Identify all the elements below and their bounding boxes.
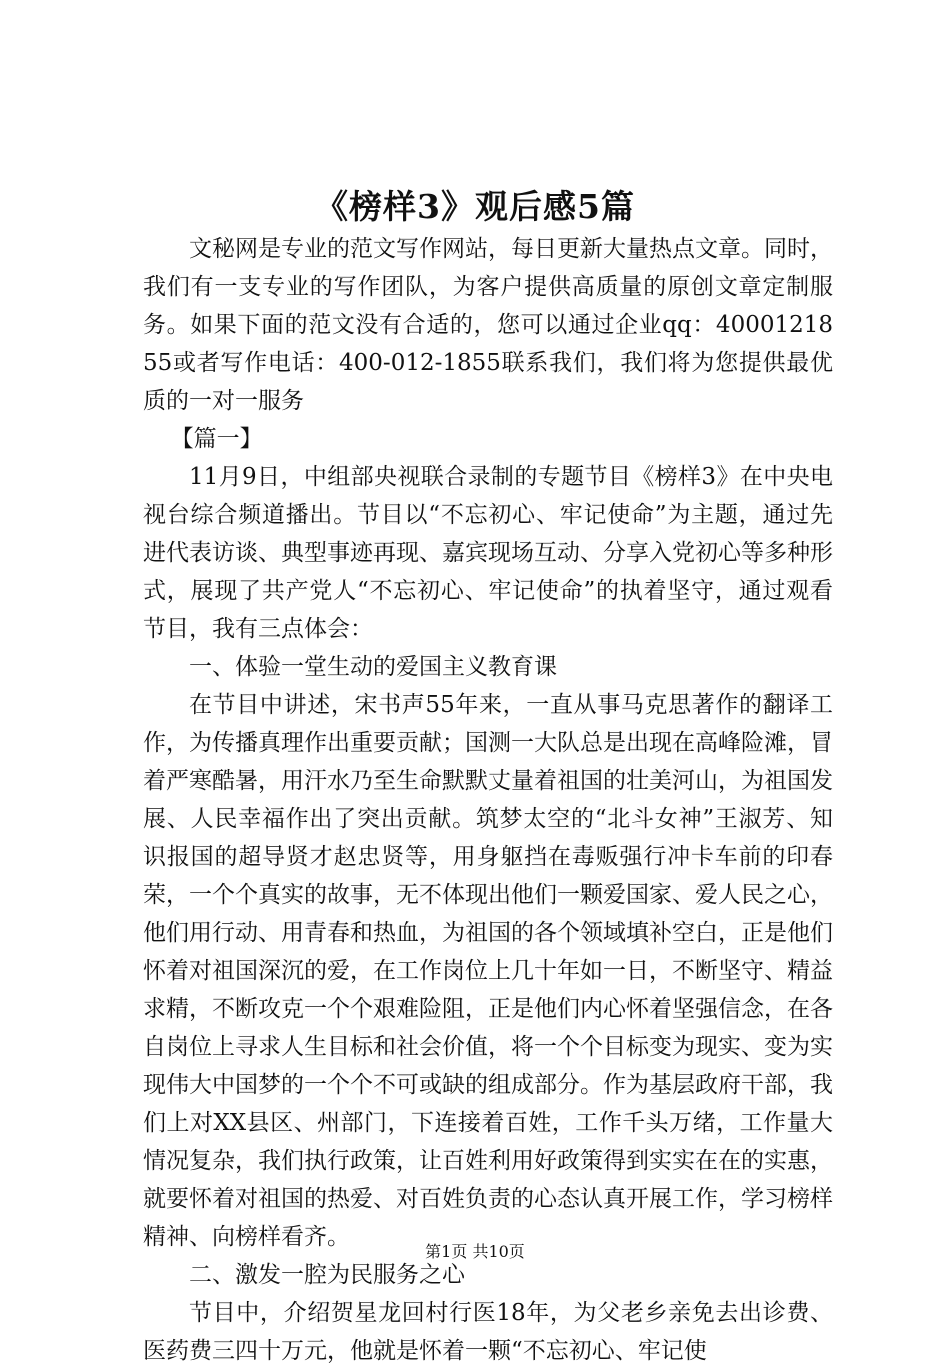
body-paragraph: 节目中，介绍贺星龙回村行医18年，为父老乡亲免去出诊费、医药费三四十万元，他就是怀着一颗“不忘初心、牢记使 [143, 1300, 833, 1364]
document-body [143, 230, 833, 1370]
body-paragraph: 在节目中讲述，宋书声55年来，一直从事马克思著作的翻译工作，为传播真理作出重要贡献；国测一大队总是出现在高峰险滩，冒着严寒酷暑，用汗水乃至生命默默丈量着祖国的壮美河山，为祖国发展、人民幸福作出了突出贡献。筑梦太空的“北斗女神”王淑芳、知识报国的超导贤才赵忠贤等，用身躯挡在毒贩强行冲卡车前的印春荣，一个个真实的故事，无不体现出他们一颗爱国家、爱人民之心，他们用行动、用青春和热血，为祖国的各个领域填补空白，正是他们怀着对祖国深沉的爱，在工作岗位上几十年如一日，不断坚守、精益求精，不断攻克一个个艰难险阻，正是他们内心怀着坚强信念，在各自岗位上寻求人生目标和社会价值，将一个个目标变为现实、变为实现伟大中国梦的一个个不可或缺的组成部分。作为基层政府干部，我们上对XX县区、州部门，下连接着百姓，工作千头万绪，工作量大情况复杂，我们执行政策，让百姓利用好政策得到实实在在的实惠，就要怀着对祖国的热爱、对百姓负责的心态认真开展工作，学习榜样精神、向榜样看齐。 [143, 692, 833, 1250]
body-paragraph: 11月9日，中组部央视联合录制的专题节目《榜样3》在中央电视台综合频道播出。节目以“不忘初心、牢记使命”为主题，通过先进代表访谈、典型事迹再现、嘉宾现场互动、分享入党初心等多种形式，展现了共产党人“不忘初心、牢记使命”的执着坚守，通过观看节目，我有三点体会： [143, 464, 833, 642]
section-label-part-one: 【篇一】 [170, 426, 263, 452]
subheading: 二、激发一腔为民服务之心 [189, 1262, 465, 1288]
intro-paragraph: 文秘网是专业的范文写作网站，每日更新大量热点文章。同时，我们有一支专业的写作团队，为客户提供高质量的原创文章定制服务。如果下面的范文没有合适的，您可以通过企业qq：4000121855或者写作电话：400-012-1855联系我们，我们将为您提供最优质的一对一服务 [143, 236, 833, 414]
subheading: 一、体验一堂生动的爱国主义教育课 [189, 654, 557, 680]
page-footer: 第1页 共10页 [425, 1242, 525, 1261]
document-title: 《榜样3》观后感5篇 [315, 187, 635, 226]
